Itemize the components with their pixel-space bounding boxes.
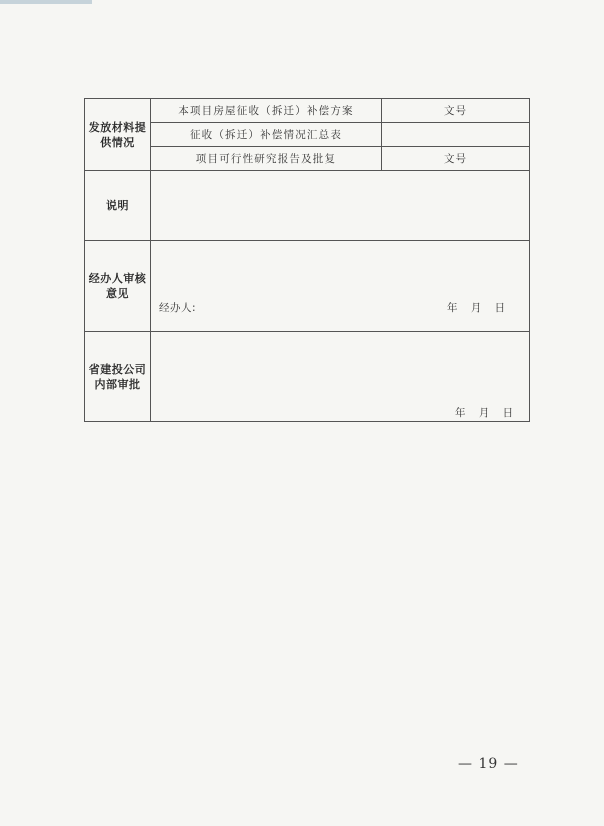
company-approval-label-cell	[85, 332, 151, 422]
handler-review-row	[85, 241, 530, 332]
handler-signature-label: 经办人:	[159, 302, 197, 314]
handler-review-date: 年 月 日	[447, 302, 506, 314]
explain-content[interactable]	[151, 171, 530, 241]
handler-review-label: 经办人审核意见	[88, 272, 147, 300]
material-row-3	[85, 147, 530, 171]
material-name-2: 征收（拆迁）补偿情况汇总表	[151, 123, 382, 147]
company-approval-content[interactable]	[151, 332, 530, 422]
explain-label-cell	[85, 171, 151, 241]
explain-row	[85, 171, 530, 241]
material-name-1: 本项目房屋征收（拆迁）补偿方案	[151, 99, 382, 123]
company-approval-label: 省建投公司内部审批	[88, 362, 147, 391]
handler-review-content[interactable]	[151, 241, 530, 332]
materials-label-cell	[85, 99, 151, 171]
company-approval-date: 年 月 日	[455, 407, 514, 419]
page-number: — 19 —	[458, 756, 519, 772]
material-name-3: 项目可行性研究报告及批复	[151, 147, 382, 171]
application-form-table	[84, 98, 530, 422]
material-row-2	[85, 123, 530, 147]
material-doc-no-1: 文号	[382, 99, 530, 123]
material-row-1	[85, 99, 530, 123]
material-doc-no-3: 文号	[382, 147, 530, 171]
materials-label: 发放材料提供情况	[88, 120, 147, 149]
handler-review-label-cell	[85, 241, 151, 332]
material-doc-no-2	[382, 123, 530, 147]
company-approval-row	[85, 332, 530, 422]
explain-label: 说明	[106, 199, 129, 212]
scan-edge-tint	[0, 0, 92, 4]
